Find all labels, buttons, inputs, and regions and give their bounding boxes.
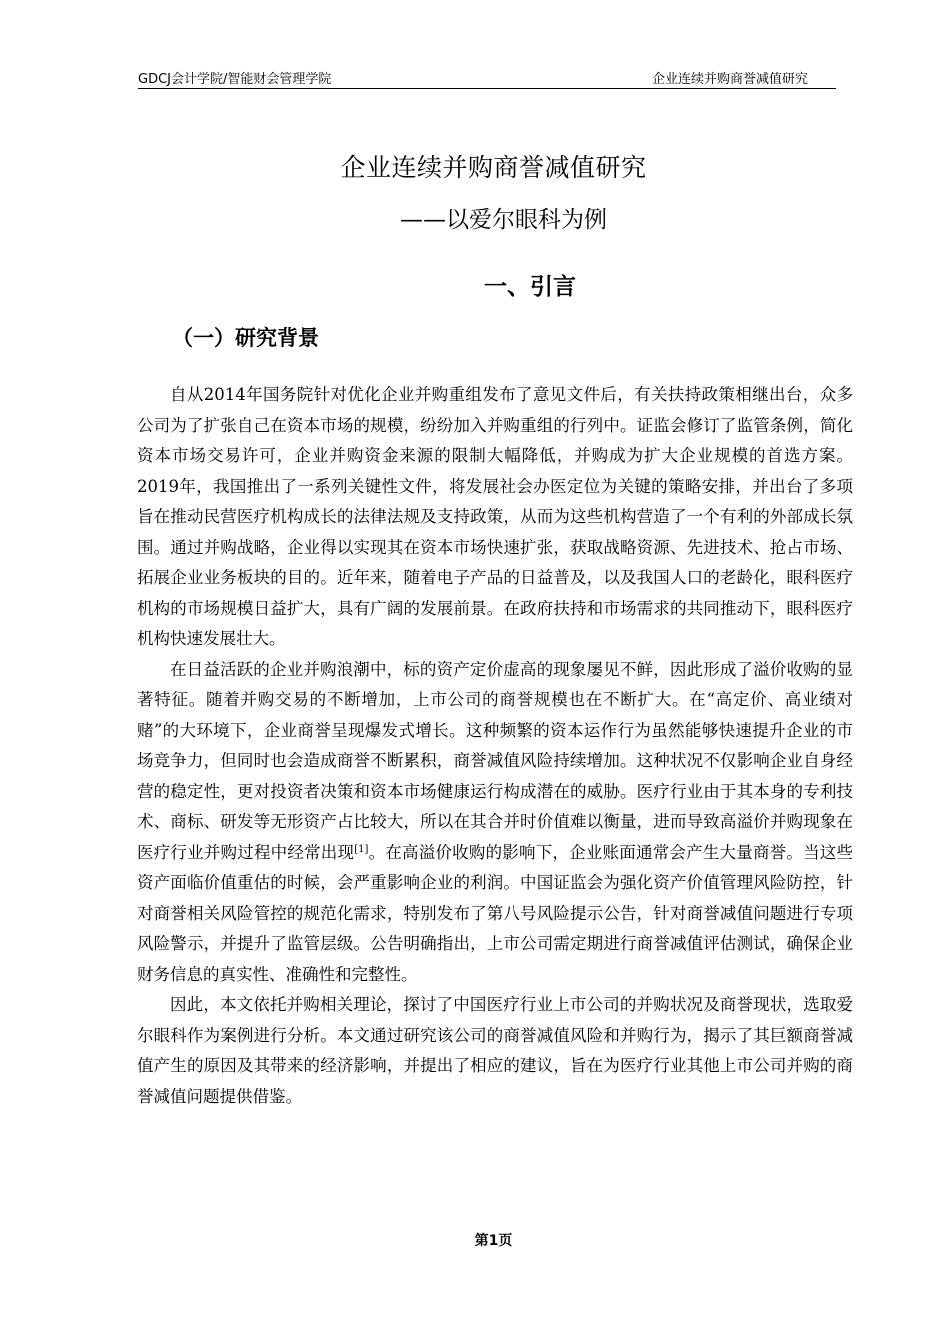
subsection-heading: （一）研究背景 [172,326,319,350]
paragraph-2-part-1: 在日益活跃的企业并购浪潮中，标的资产定价虚高的现象屡见不鲜，因此形成了溢价收购的显著特征。随着并购交易的不断增加，上市公司的商誉规模也在不断扩大。在“高定价、高业绩对赌”的大环境下，企业商誉呈现爆发式增长。这种频繁的资本运作行为虽然能够快速提升企业的市场竞争力，但同时也会造成商誉不断累积，商誉减值风险持续增加。这种状况不仅影响企业自身经营的稳定性，更对投资者决策和资本市场健康运行构成潜在的威胁。医疗行业由于其本身的专利技术、商标、研发等无形资产占比较大，所以在其合并时价值难以衡量，进而导致高溢价并购现象在医疗行业并购过程中经常出现 [137,659,853,862]
page-number: 第1页 [474,1233,513,1249]
section-heading: 一、引言 [484,274,576,300]
header-institution: GDCJ会计学院/智能财会管理学院 [138,72,332,87]
running-header [138,66,836,89]
paragraph-2-part-2: 。在高溢价收购的影响下，企业账面通常会产生大量商誉。当这些资产面临价值重估的时候，会严重影响企业的利润。中国证监会为强化资产价值管理风险防控，针对商誉相关风险管控的规范化需求，特别发布了第八号风险提示公告，针对商誉减值问题进行专项风险警示，并提升了监管层级。公告明确指出，上市公司需定期进行商誉减值评估测试，确保企业财务信息的真实性、准确性和完整性。 [137,842,854,984]
paragraph-2 [137,655,853,991]
paper-subtitle: ——以爱尔眼科为例 [400,207,607,233]
paragraph-1: 自从2014年国务院针对优化企业并购重组发布了意见文件后，有关扶持政策相继出台，众多公司为了扩张自己在资本市场的规模，纷纷加入并购重组的行列中。证监会修订了监管条例，简化资本市场交易许可，企业并购资金来源的限制大幅降低，并购成为扩大企业规模的首选方案。2019年，我国推出了一系列关键性文件，将发展社会办医定位为关键的策略安排，并出台了多项旨在推动民营医疗机构成长的法律法规及支持政策，从而为这些机构营造了一个有利的外部成长氛围。通过并购战略，企业得以实现其在资本市场快速扩张，获取战略资源、先进技术、抢占市场、拓展企业业务板块的目的。近年来，随着电子产品的日益普及，以及我国人口的老龄化，眼科医疗机构的市场规模日益扩大，具有广阔的发展前景。在政府扶持和市场需求的共同推动下，眼科医疗机构快速发展壮大。 [137,385,853,648]
citation-ref[interactable]: [1] [354,843,369,855]
body-text [137,380,853,1112]
header-doc-title: 企业连续并购商誉减值研究 [651,72,808,87]
paragraph-3: 因此，本文依托并购相关理论，探讨了中国医疗行业上市公司的并购状况及商誉现状，选取爱尔眼科作为案例进行分析。本文通过研究该公司的商誉减值风险和并购行为，揭示了其巨额商誉减值产生的原因及其带来的经济影响，并提出了相应的建议，旨在为医疗行业其他上市公司并购的商誉减值问题提供借鉴。 [137,995,853,1106]
paper-title: 企业连续并购商誉减值研究 [340,153,647,182]
